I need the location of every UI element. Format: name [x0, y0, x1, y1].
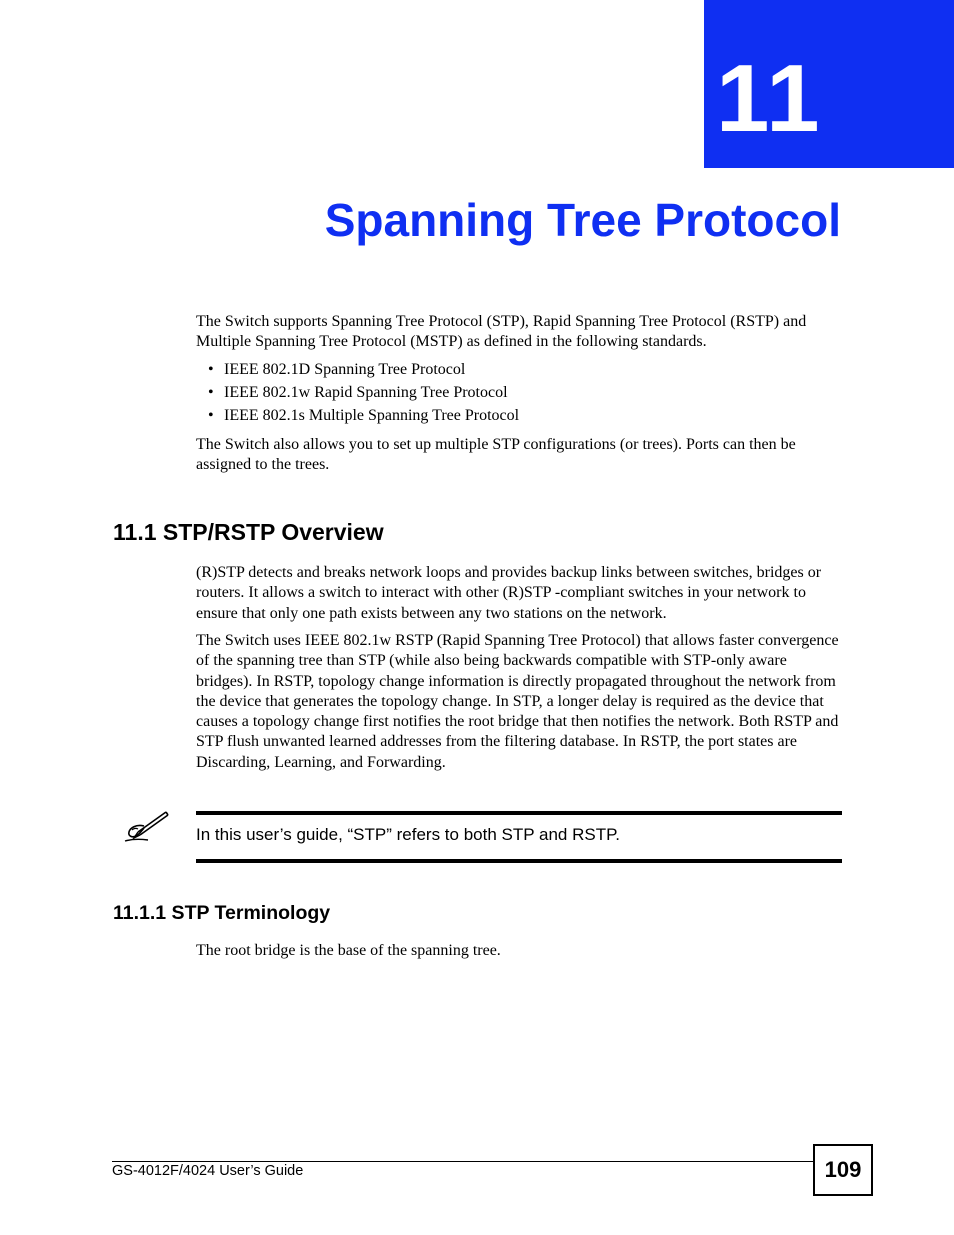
list-item: [196, 383, 519, 406]
list-item: [196, 360, 519, 383]
standards-list: [196, 360, 519, 429]
intro-paragraph-2: The Switch also allows you to set up multiple STP configurations (or trees). Ports can then be assigned to the trees.: [196, 436, 796, 474]
chapter-title: Spanning Tree Protocol: [324, 194, 841, 246]
note-text: In this user’s guide, “STP” refers to both STP and RSTP.: [196, 825, 620, 844]
list-item-text: IEEE 802.1D Spanning Tree Protocol: [224, 361, 466, 378]
page-number: 109: [813, 1144, 873, 1196]
note-bottom-rule: [196, 859, 842, 863]
note-top-rule: [196, 811, 842, 815]
overview-paragraph-1: (R)STP detects and breaks network loops and provides backup links between switches, bridges or routers. It allows a switch to interact with other (R)STP -compliant switches in your network to ensure that only one path exists between any two stations on the network.: [196, 564, 822, 622]
list-item: [196, 406, 519, 429]
bullet-glyph: •: [208, 384, 214, 401]
writing-hand-icon: [122, 808, 174, 844]
intro-paragraph-1: The Switch supports Spanning Tree Protocol (STP), Rapid Spanning Tree Protocol (RSTP) and Multiple Spanning Tree Protocol (MSTP) as defined in the following standards.: [196, 313, 807, 351]
list-item-text: IEEE 802.1s Multiple Spanning Tree Protocol: [224, 407, 520, 424]
chapter-number: 11: [716, 45, 822, 152]
section-heading-11-1-1: 11.1.1 STP Terminology: [113, 902, 331, 924]
overview-paragraph-2: The Switch uses IEEE 802.1w RSTP (Rapid Spanning Tree Protocol) that allows faster convergence of the spanning tree than STP (while also being backwards compatible with STP-only aware bridges). In RSTP, topology change information is directly propagated throughout the network from the device that generates the topology change. In STP, a longer delay is required as the device that causes a topology change first notifies the root bridge that then notifies the network. Both RSTP and STP flush unwanted learned addresses from the filtering database. In RSTP, the port states are Discarding, Learning, and Forwarding.: [196, 632, 839, 771]
bullet-glyph: •: [208, 407, 214, 424]
terminology-paragraph-1: The root bridge is the base of the spanning tree.: [196, 942, 501, 959]
bullet-glyph: •: [208, 361, 214, 378]
footer-guide-title: GS-4012F/4024 User’s Guide: [112, 1163, 304, 1179]
list-item-text: IEEE 802.1w Rapid Spanning Tree Protocol: [224, 384, 508, 401]
section-heading-11-1: 11.1 STP/RSTP Overview: [113, 519, 384, 545]
